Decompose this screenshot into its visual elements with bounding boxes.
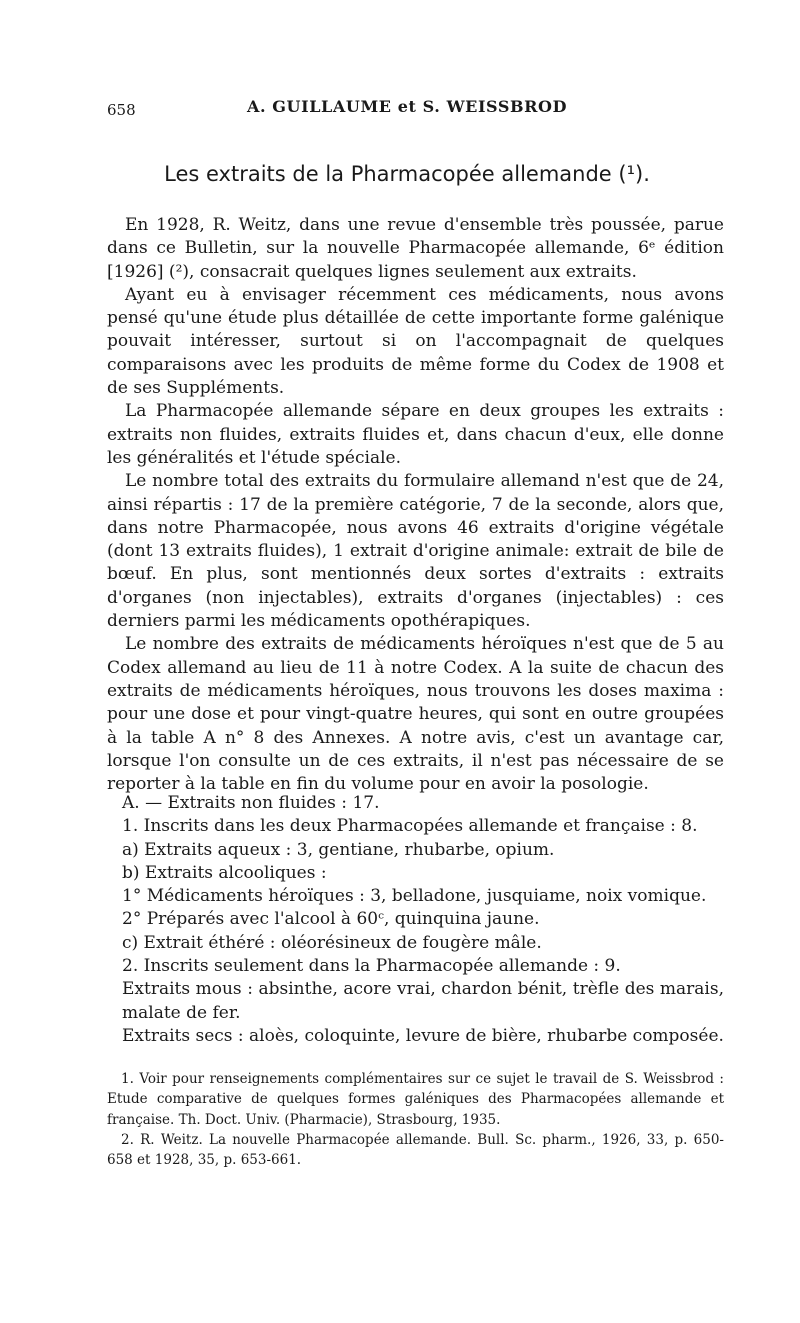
list-item: a) Extraits aqueux : 3, gentiane, rhubarbe, opium.: [122, 839, 555, 860]
header-authors: A. GUILLAUME et S. WEISSBROD: [246, 97, 568, 116]
paragraph-heroic: Le nombre des extraits de médicaments héroïques n'est que de 5 au Codex allemand au lieu de 11 à notre Codex. A la suite de chacun des extraits de médicaments héroïques, nous trouvons les doses maxima : pour une dose et pour vingt-quatre heures, qui sont en outre groupées à la table A n° 8 des Annexes. A notre avis, c'est un avantage car, lorsque l'on consulte un de ces extraits, il n'est pas nécessaire de se reporter à la table en fin du volume pour en avoir la posologie.: [107, 634, 724, 795]
list-item: 2° Préparés avec l'alcool à 60ᶜ, quinquina jaune.: [122, 909, 540, 930]
section-heading: A. — Extraits non fluides : 17.: [122, 793, 380, 813]
paragraph-purpose: Ayant eu à envisager récemment ces médicaments, nous avons pensé qu'une étude plus détaillée de cette importante forme galénique pouvait intéresser, surtout si on l'accompagnait de quelques comparaisons avec les produits de même forme du Codex de 1908 et de ses Suppléments.: [107, 284, 724, 399]
paragraph-intro: En 1928, R. Weitz, dans une revue d'ensemble très poussée, parue dans ce Bulletin, sur la nouvelle Pharmacopée allemande, 6ᵉ édition [1926] (²), consacrait quelques lignes seulement aux extraits.: [107, 215, 724, 282]
article-title: Les extraits de la Pharmacopée allemande (¹).: [164, 162, 650, 186]
list-item: 1° Médicaments héroïques : 3, belladone, jusquiame, noix vomique.: [122, 886, 707, 907]
list-item: 1. Inscrits dans les deux Pharmacopées allemande et française : 8.: [122, 816, 698, 837]
page-number: 658: [107, 101, 136, 119]
footnotes: [107, 1069, 724, 1170]
list-item: c) Extrait éthéré : oléorésineux de fougère mâle.: [122, 932, 542, 953]
footnote-2: 2. R. Weitz. La nouvelle Pharmacopée allemande. Bull. Sc. pharm., 1926, 33, p. 650-658 et 1928, 35, p. 653-661.: [107, 1131, 724, 1169]
body-text: [107, 214, 724, 796]
list-item: b) Extraits alcooliques :: [122, 862, 327, 883]
dry-extracts: Extraits secs : aloès, coloquinte, levure de bière, rhubarbe composée.: [122, 1025, 724, 1046]
running-head: [107, 97, 707, 123]
extract-list: [107, 792, 724, 1048]
paragraph-count: Le nombre total des extraits du formulaire allemand n'est que de 24, ainsi répartis : 17 de la première catégorie, 7 de la seconde, alors que, dans notre Pharmacopée, nous avons 46 extraits d'origine végétale (dont 13 extraits fluides), 1 extrait d'origine animale: extrait de bile de bœuf. En plus, sont mentionnés deux sortes d'extraits : extraits d'organes (non injectables), extraits d'organes (injectables) : ces derniers parmi les médicaments opothérapiques.: [107, 471, 724, 632]
soft-extracts: Extraits mous : absinthe, acore vrai, chardon bénit, trèfle des marais, malate de fer.: [122, 979, 724, 1023]
list-item: 2. Inscrits seulement dans la Pharmacopée allemande : 9.: [122, 956, 621, 977]
paragraph-groups: La Pharmacopée allemande sépare en deux groupes les extraits : extraits non fluides, extraits fluides et, dans chacun d'eux, elle donne les généralités et l'étude spéciale.: [107, 401, 724, 468]
footnote-1: 1. Voir pour renseignements complémentaires sur ce sujet le travail de S. Weissbrod : Etude comparative de quelques formes galéniques des Pharmacopées allemande et française. Th. Doct. Univ. (Pharmacie), Strasbourg, 1935.: [107, 1071, 724, 1128]
